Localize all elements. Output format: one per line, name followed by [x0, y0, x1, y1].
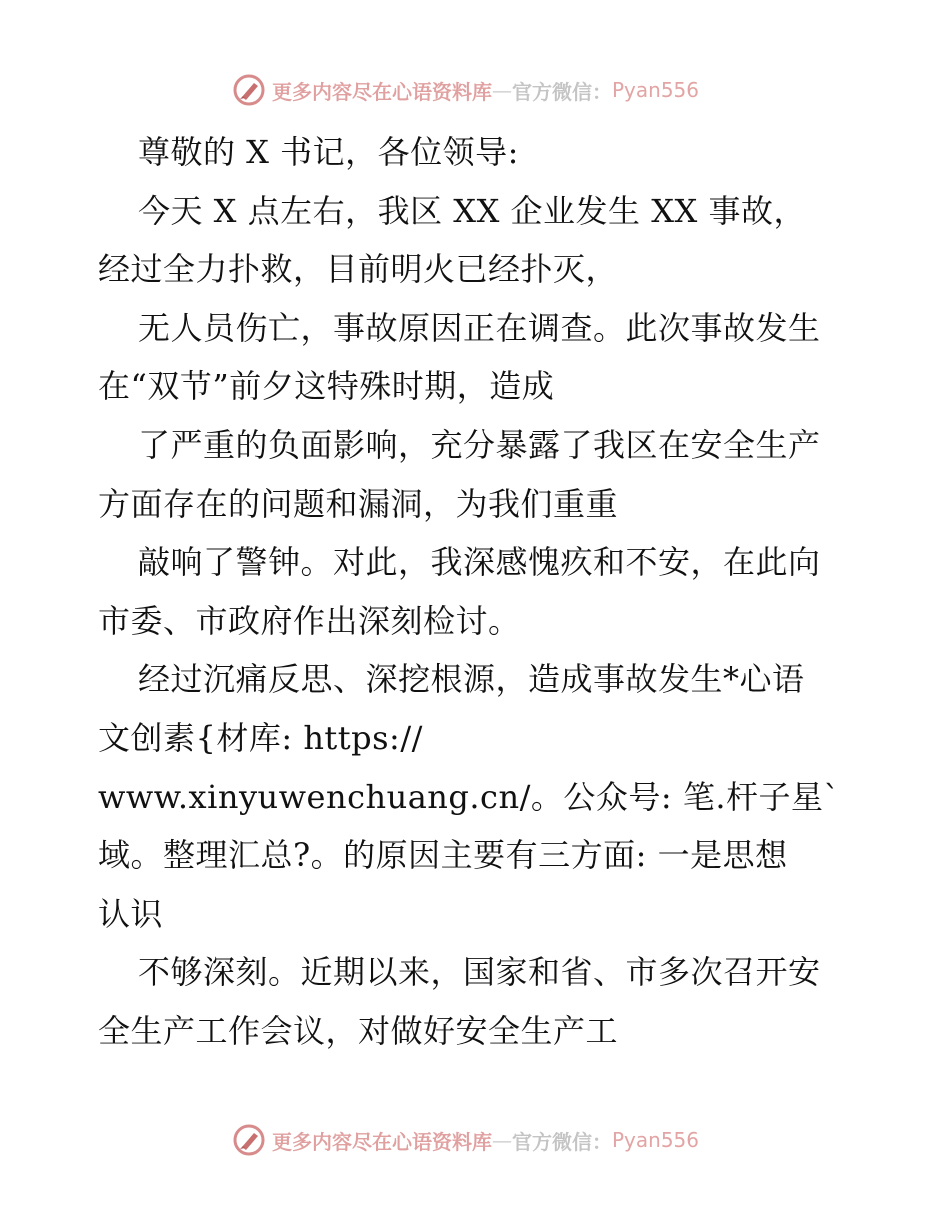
text-line: www.xinyuwenchuang.cn/。公众号: 笔.杆子星`: [98, 777, 840, 816]
text-line: 认识: [98, 894, 164, 933]
text-line: 了严重的负面影响，充分暴露了我区在安全生产: [138, 425, 821, 464]
text-line: 尊敬的 X 书记，各位领导:: [138, 133, 519, 171]
text-line: 文创素{材库: https://: [98, 718, 423, 757]
pen-nib-logo-icon: [232, 73, 266, 107]
watermark-separator: —: [492, 1128, 512, 1152]
watermark-label: 官方微信：: [512, 79, 612, 104]
watermark-label: 官方微信：: [512, 1129, 612, 1154]
text-line: 全生产工作会议，对做好安全生产工: [98, 1011, 619, 1050]
watermark-main-text: 更多内容尽在心语资料库: [272, 1129, 492, 1154]
text-line: 经过沉痛反思、深挖根源，造成事故发生*心语: [138, 660, 805, 699]
watermark-account: Pyan556: [612, 78, 700, 102]
watermark-main-text: 更多内容尽在心语资料库: [272, 79, 492, 104]
watermark-banner-bottom: [232, 1121, 699, 1159]
document-body: [98, 123, 868, 1061]
text-line: 方面存在的问题和漏洞，为我们重重: [98, 484, 619, 523]
watermark-account: Pyan556: [612, 1128, 700, 1152]
watermark-separator: —: [492, 78, 512, 102]
text-line: 敲响了警钟。对此，我深感愧疚和不安，在此向: [138, 543, 821, 582]
text-line: 市委、市政府作出深刻检讨。: [98, 601, 521, 640]
text-line: 无人员伤亡，事故原因正在调查。此次事故发生: [138, 308, 821, 347]
text-line: 在“双节”前夕这特殊时期，造成: [98, 367, 555, 406]
text-line: 今天 X 点左右，我区 XX 企业发生 XX 事故，: [138, 191, 806, 230]
text-line: 不够深刻。近期以来，国家和省、市多次召开安: [138, 953, 821, 992]
pen-nib-logo-icon: [232, 1123, 266, 1157]
text-line: 经过全力扑救，目前明火已经扑灭，: [98, 250, 619, 289]
text-line: 域。整理汇总?。的原因主要有三方面: 一是思想: [98, 836, 788, 875]
watermark-banner-top: [232, 71, 699, 109]
